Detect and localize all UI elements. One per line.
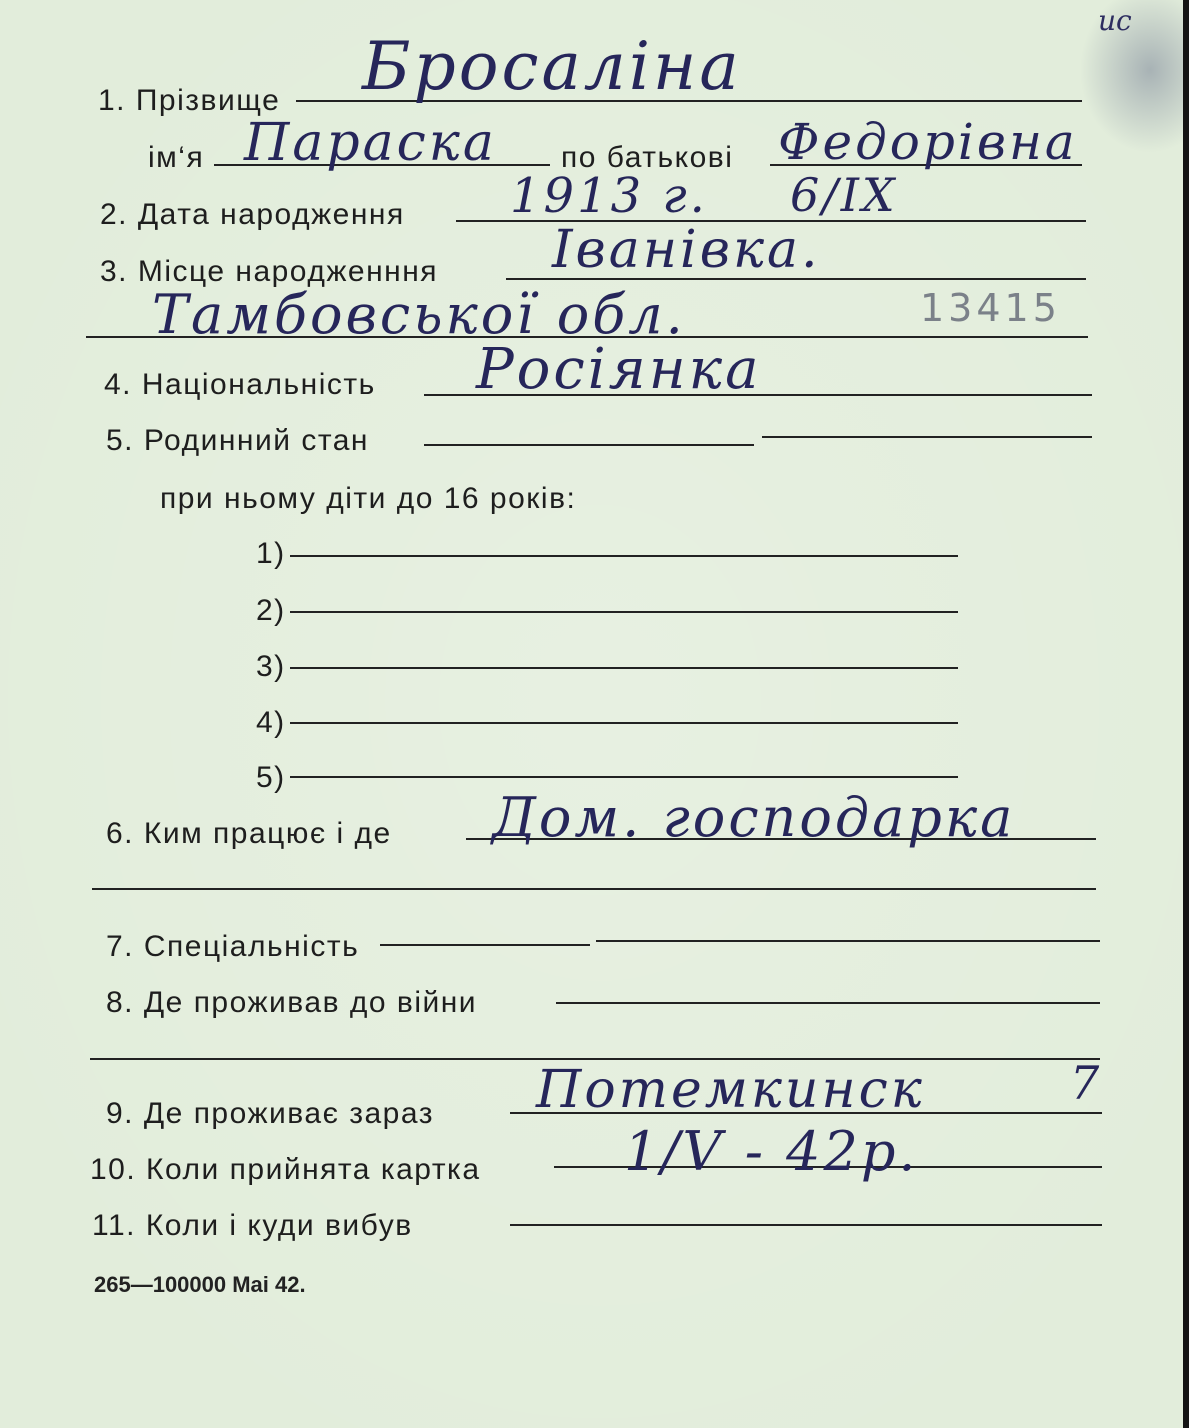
departure-line: [510, 1224, 1102, 1226]
speciality-label: 7. Спеціальність: [106, 930, 360, 963]
print-run-footer: 265—100000 Mai 42.: [94, 1272, 306, 1297]
current-residence-value: Потемкинск: [536, 1060, 925, 1120]
children-label: при ньому діти до 16 років:: [160, 482, 577, 515]
prewar-residence-line: [556, 1002, 1100, 1004]
child-2-line: [290, 611, 958, 613]
work-line-2: [92, 888, 1096, 890]
child-4-line: [290, 722, 958, 724]
current-residence-label: 9. Де проживає зараз: [106, 1097, 434, 1130]
family-status-line-a: [424, 444, 754, 446]
departure-label: 11. Коли і куди вибув: [92, 1209, 413, 1242]
card-accepted-label: 10. Коли прийнята картка: [90, 1153, 481, 1186]
corner-mark: ис: [1098, 4, 1132, 37]
surname-label: 1. Прізвище: [98, 84, 281, 117]
surname-value: Бросаліна: [362, 28, 742, 105]
birth-place-value: Іванівка.: [552, 220, 821, 280]
child-2-label: 2): [256, 594, 286, 627]
speciality-line-b: [596, 940, 1100, 942]
child-5-label: 5): [256, 761, 286, 794]
child-3-label: 3): [256, 650, 286, 683]
patronymic-label: по батькові: [561, 141, 734, 174]
family-status-label: 5. Родинний стан: [106, 424, 369, 457]
prewar-residence-label: 8. Де проживав до війни: [106, 986, 478, 1019]
child-1-label: 1): [256, 537, 286, 570]
child-4-label: 4): [256, 706, 286, 739]
patronymic-value: Федорівна: [778, 113, 1078, 171]
birth-region-value: Тамбовської обл.: [152, 283, 686, 346]
family-status-line-b: [762, 436, 1092, 438]
birth-date-label: 2. Дата народження: [100, 198, 405, 231]
child-1-line: [290, 555, 958, 557]
child-3-line: [290, 667, 958, 669]
name-label: ім‘я: [148, 141, 205, 174]
nationality-value: Росіянка: [476, 337, 762, 402]
stamp-number: 13415: [920, 286, 1061, 330]
work-label: 6. Ким працює і де: [106, 817, 392, 850]
card-accepted-value: 1/V - 42р.: [624, 1120, 919, 1183]
birth-day-value: 6/IX: [790, 168, 898, 222]
current-residence-mark: 7: [1070, 1056, 1103, 1110]
card-edge: [1183, 0, 1189, 1428]
birth-year-value: 1913 г.: [510, 168, 708, 224]
nationality-label: 4. Національність: [104, 368, 376, 401]
birth-place-label: 3. Місце народженння: [100, 255, 439, 288]
work-value: Дом. господарка: [492, 786, 1016, 849]
speciality-line-a: [380, 944, 590, 946]
name-value: Параска: [244, 113, 497, 173]
child-5-line: [290, 776, 958, 778]
